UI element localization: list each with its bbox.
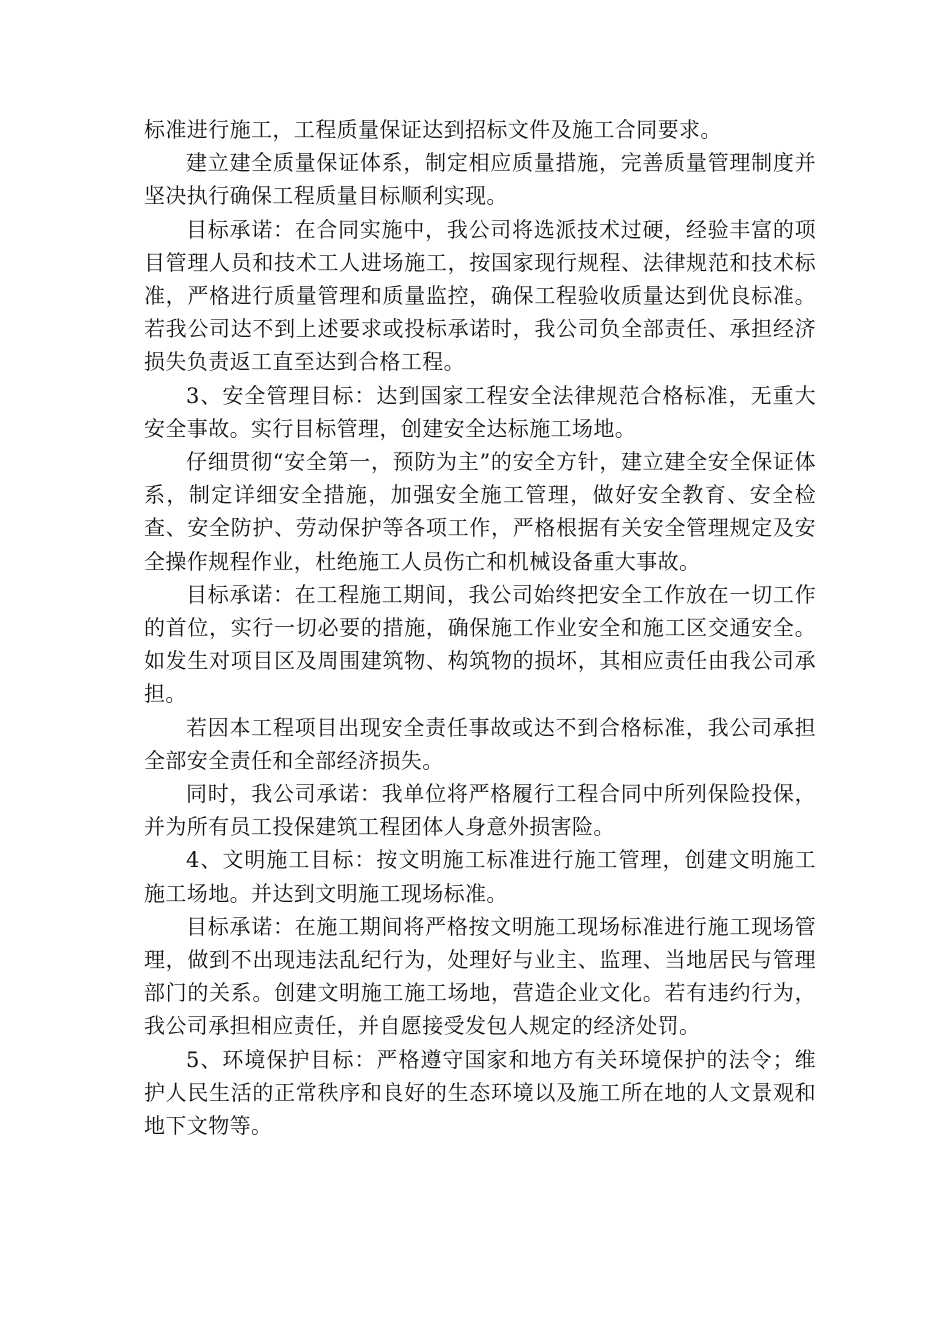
paragraph-7: 若因本工程项目出现安全责任事故或达不到合格标准，我公司承担全部安全责任和全部经济损失。 — [144, 715, 816, 773]
paragraph-10: 目标承诺：在施工期间将严格按文明施工现场标准进行施工现场管理，做到不出现违法乱纪行为，处理好与业主、监理、当地居民与管理部门的关系。创建文明施工施工场地，营造企业文化。若有违约行为，我公司承担相应责任，并自愿接受发包人规定的经济处罚。 — [144, 914, 816, 1039]
paragraph-11: 5、环境保护目标：严格遵守国家和地方有关环境保护的法令；维护人民生活的正常秩序和良好的生态环境以及施工所在地的人文景观和地下文物等。 — [144, 1047, 816, 1139]
paragraph-6: 目标承诺：在工程施工期间，我公司始终把安全工作放在一切工作的首位，实行一切必要的措施，确保施工作业安全和施工区交通安全。如发生对项目区及周围建筑物、构筑物的损坏，其相应责任由我公司承担。 — [144, 582, 816, 707]
paragraph-5: 仔细贯彻“安全第一，预防为主”的安全方针，建立建全安全保证体系，制定详细安全措施，加强安全施工管理，做好安全教育、安全检查、安全防护、劳动保护等各项工作，严格根据有关安全管理规定及安全操作规程作业，杜绝施工人员伤亡和机械设备重大事故。 — [144, 450, 816, 574]
paragraph-4: 3、安全管理目标：达到国家工程安全法律规范合格标准，无重大安全事故。实行目标管理，创建安全达标施工场地。 — [144, 383, 816, 441]
paragraph-3: 目标承诺：在合同实施中，我公司将选派技术过硬，经验丰富的项目管理人员和技术工人进场施工，按国家现行规程、法律规范和技术标准，严格进行质量管理和质量监控，确保工程验收质量达到优良标准。若我公司达不到上述要求或投标承诺时，我公司负全部责任、承担经济损失负责返工直至达到合格工程。 — [144, 217, 816, 375]
paragraph-1: 标准进行施工，工程质量保证达到招标文件及施工合同要求。 — [144, 118, 722, 142]
document-body — [144, 114, 816, 1143]
paragraph-8: 同时，我公司承诺：我单位将严格履行工程合同中所列保险投保，并为所有员工投保建筑工程团体人身意外损害险。 — [144, 782, 816, 840]
paragraph-9: 4、文明施工目标：按文明施工标准进行施工管理，创建文明施工施工场地。并达到文明施工现场标准。 — [144, 848, 816, 906]
paragraph-2: 建立建全质量保证体系，制定相应质量措施，完善质量管理制度并坚决执行确保工程质量目标顺利实现。 — [144, 151, 816, 209]
